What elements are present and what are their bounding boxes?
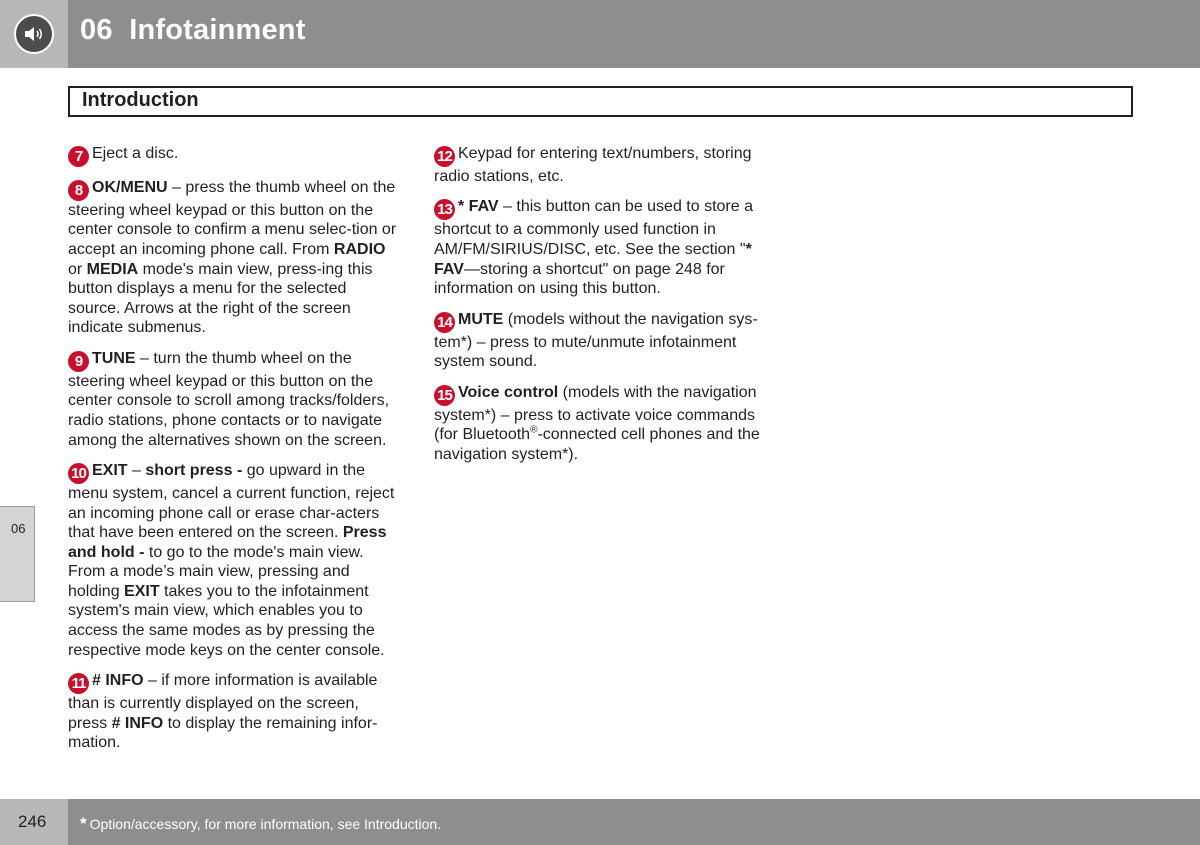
callout-number: 7: [68, 146, 89, 167]
registered-mark: ®: [530, 424, 538, 436]
chapter-name: Infotainment: [129, 14, 306, 46]
callout-number: 14: [434, 312, 455, 333]
header-tab: [0, 0, 68, 68]
page-number: 246: [18, 812, 47, 831]
item-text: —storing a shortcut" on page 248 for information on using this button.: [434, 260, 725, 298]
item-text: – this button can be used to store a shortcut to a commonly used function in AM/FM/SIRIUS/DISC, etc. See the section ": [434, 198, 753, 258]
item-tune: [68, 349, 402, 450]
chapter-number: 06: [80, 14, 113, 46]
item-text: or: [68, 260, 87, 278]
item-info: [68, 671, 402, 753]
term: TUNE: [92, 349, 136, 367]
item-text: –: [127, 461, 146, 479]
item-text: Eject a disc.: [92, 145, 179, 162]
chapter-title: [80, 14, 306, 47]
callout-number: 12: [434, 146, 455, 167]
right-column: [434, 144, 768, 475]
callout-number: 10: [68, 463, 89, 484]
section-header: [68, 86, 1133, 117]
callout-number: 11: [68, 673, 89, 694]
term: # INFO: [111, 714, 164, 732]
callout-number: 15: [434, 385, 455, 406]
item-voice-control: [434, 383, 768, 465]
term: EXIT: [124, 582, 160, 600]
item-text: Keypad for entering text/numbers, storing radio stations, etc.: [434, 145, 752, 185]
footnote-text: Option/accessory, for more information, see Introduction.: [89, 816, 442, 832]
callout-number: 13: [434, 199, 455, 220]
term: # INFO: [92, 672, 144, 690]
speaker-icon: [14, 14, 54, 54]
item-ok-menu: [68, 178, 402, 338]
side-tab-label: 06: [11, 521, 26, 536]
item-eject: [68, 144, 402, 167]
item-mute: [434, 310, 768, 372]
footnote: [80, 814, 441, 834]
asterisk: *: [80, 814, 87, 833]
item-text: to go to the mode's main view. From a mode’s main view, pressing and holding: [68, 543, 364, 600]
term: Press and hold -: [68, 524, 387, 561]
item-text: takes you to the infotainment system's main view, which enables you to access the same modes as by pressing the respective mode keys on the center console.: [68, 582, 385, 659]
item-keypad: [434, 144, 768, 187]
term: * FAV: [434, 240, 752, 278]
term: short press -: [145, 461, 243, 479]
term: EXIT: [92, 461, 128, 479]
item-text: (models without the navigation sys-tem*) – press to mute/unmute infotainment system sound.: [434, 310, 758, 371]
left-column: [68, 144, 402, 764]
item-text: – if more information is available than is currently displayed on the screen, press: [68, 672, 378, 732]
callout-number: 8: [68, 180, 89, 201]
section-title: Introduction: [82, 89, 199, 111]
term: MUTE: [458, 310, 504, 328]
item-text: -connected cell phones and the navigation system*).: [434, 426, 760, 463]
item-text: – turn the thumb wheel on the steering wheel keypad or this button on the center console to scroll among tracks/folders, radio stations, phone contacts or to navigate among the alternatives shown on the screen.: [68, 349, 390, 449]
callout-number: 9: [68, 351, 89, 372]
item-exit: [68, 461, 402, 660]
term: * FAV: [458, 198, 499, 216]
item-text: to display the remaining infor-mation.: [68, 714, 378, 752]
item-text: mode's main view, press-ing this button displays a menu for the selected source. Arrows at the right of the screen indicate submenus.: [68, 260, 373, 337]
term: OK/MENU: [92, 178, 168, 196]
item-text: (models with the navigation system*) – press to activate voice commands (for Bluetooth: [434, 383, 757, 444]
item-text: go upward in the menu system, cancel a current function, reject an incoming phone call or erase char-acters that have been entered on the screen.: [68, 461, 395, 542]
term: Voice control: [458, 383, 559, 401]
item-text: – press the thumb wheel on the steering wheel keypad or this button on the center console to confirm a menu selec-tion or accept an incoming phone call. From: [68, 178, 397, 258]
item-fav: [434, 197, 768, 298]
term: RADIO: [333, 240, 386, 258]
chapter-side-tab[interactable]: [0, 506, 35, 602]
term: MEDIA: [86, 260, 139, 278]
